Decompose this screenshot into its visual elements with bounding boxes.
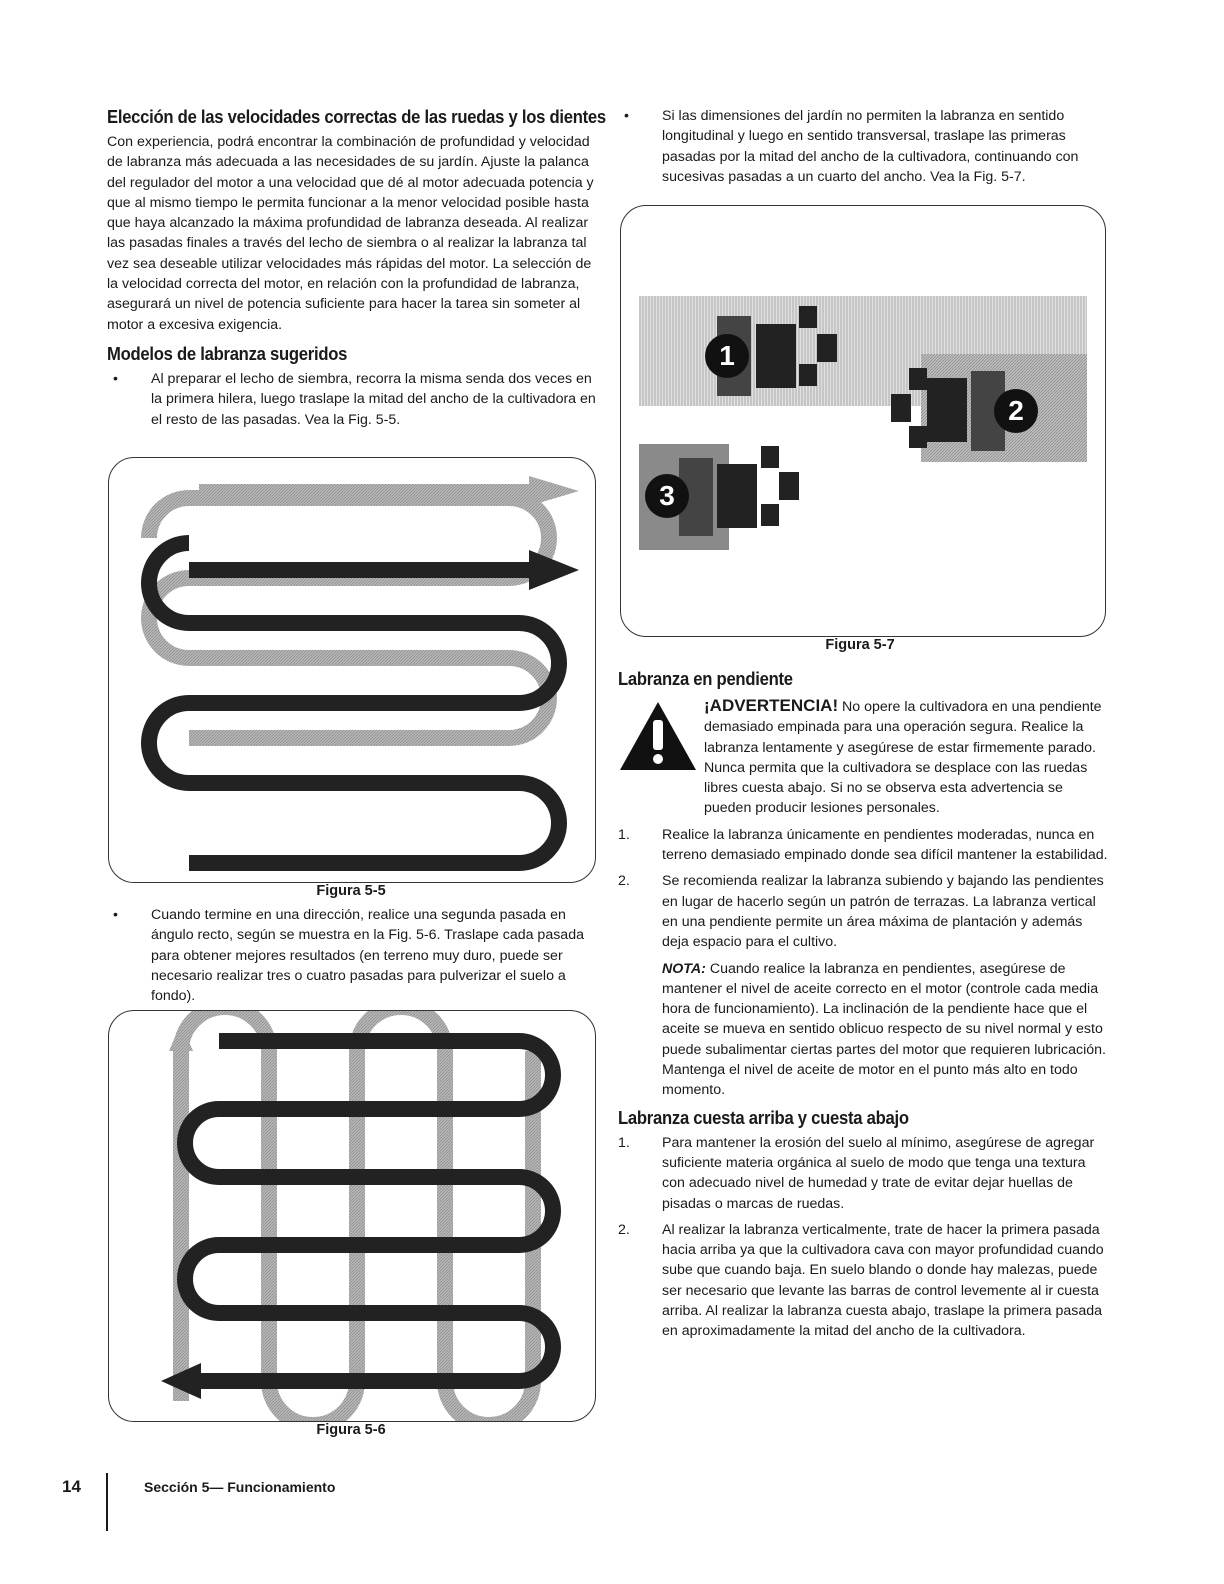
heading-slope: Labranza en pendiente <box>618 668 793 689</box>
figure-5-7-caption: Figura 5-7 <box>825 637 895 653</box>
vertical-gray-path <box>181 1011 533 1421</box>
left-column <box>107 106 606 430</box>
note-label: NOTA: <box>662 960 706 977</box>
footer-divider <box>106 1473 108 1531</box>
tiller-1-label: 1 <box>719 340 735 371</box>
updown-item-2: 2. Al realizar la labranza verticalmente, trate de hacer la primera pasada hacia arriba ya que la cultivadora cava con mayor profundidad cuando sube que cuando baja. En suelo blando o donde hay malezas, puede ser necesario que levante las barras de control levemente al ir cuesta arriba. Al realizar la labranza cuesta abajo, traslape la primera pasada en aproximadamente la mitad del ancho de la cultivadora. <box>618 1221 1104 1340</box>
bullet-seedbed: • Al preparar el lecho de siembra, recorra la misma senda dos veces en la primera hilera, luego traslape la mitad del ancho de la cultivadora en el resto de las pasadas. Vea la Fig. 5-5. <box>113 370 596 428</box>
right-column-top <box>618 106 1108 187</box>
serpentine-pattern-diagram <box>109 458 595 882</box>
warning-title: ¡ADVERTENCIA! <box>704 696 839 715</box>
dark-arrow-tip <box>529 550 579 590</box>
warning-triangle-icon <box>618 700 698 772</box>
figure-5-5-caption: Figura 5-5 <box>316 883 386 899</box>
dark-pass-path <box>149 543 559 863</box>
horizontal-dark-path <box>185 1041 553 1381</box>
heading-patterns: Modelos de labranza sugeridos <box>107 342 348 364</box>
figure-5-5 <box>108 457 596 883</box>
paragraph-speeds: Con experiencia, podrá encontrar la combinación de profundidad y velocidad de labranza más adecuada a las necesidades de su jardín. Ajuste la palanca del regulador del motor a una velocidad que dé al motor adecuada potencia y que al mismo tiempo le permita funcionar a la menor velocidad posible hasta que haya alcanzado la máxima profundidad de labranza deseada. Al realizar las pasadas finales a través del lecho de siembra o al realizar la labranza tal vez sea deseable utilizar velocidades más rápidas del motor. La selección de la velocidad correcta del motor, en relación con la profundidad de labranza, asegurará un nivel de potencia suficiente para hacer la tarea sin someter al motor a excesiva exigencia. <box>107 134 594 333</box>
note-block: NOTA: Cuando realice la labranza en pendientes, asegúrese de mantener el nivel de aceite correcto en el motor (controle cada media hora de funcionamiento). La inclinación de la pendiente hace que el aceite se mueva en sentido oblicuo respecto de su nivel normal y esto puede subalimentar ciertas partes del motor que requieren lubricación. Mantenga el nivel de aceite de motor en el punto más alto en todo momento. <box>662 960 1107 1099</box>
updown-item-1: 1. Para mantener la erosión del suelo al mínimo, asegúrese de agregar suficiente materia orgánica al suelo de modo que tenga una textura con adecuado nivel de humedad y trate de evitar dejar huellas de pisadas o marcas de ruedas. <box>618 1134 1095 1212</box>
heading-speeds: Elección de las velocidades correctas de las ruedas y los dientes <box>107 106 606 127</box>
page-number: 14 <box>62 1477 81 1496</box>
cross-pattern-diagram <box>109 1011 595 1421</box>
slope-item-1: 1. Realice la labranza únicamente en pendientes moderadas, nunca en terreno demasiado empinado donde sea difícil mantener la estabilidad. <box>618 826 1108 864</box>
tiller-2-label: 2 <box>1008 395 1024 426</box>
gray-arrow-tip <box>529 476 579 506</box>
figure-5-6 <box>108 1010 596 1422</box>
figure-5-7 <box>620 205 1106 637</box>
slope-item-2: 2. Se recomienda realizar la labranza subiendo y bajando las pendientes en lugar de hacerlo según un patrón de terrazas. La labranza vertical en una pendiente permite un área máxima de plantación y además deja espacio para el cultivo. <box>618 873 1104 951</box>
tiller-3-label: 3 <box>659 480 675 511</box>
bullet-cross-pass: • Cuando termine en una dirección, realice una segunda pasada en ángulo recto, según se muestra en la Fig. 5-6. Traslape cada pasada para obtener mejores resultados (en terreno muy duro, puede ser necesario realizar tres o cuatro pasadas para pulverizar el suelo a fondo). <box>113 907 584 1005</box>
right-column-bottom <box>618 668 1108 1348</box>
heading-updown: Labranza cuesta arriba y cuesta abajo <box>618 1106 909 1128</box>
warning-text: No opere la cultivadora en una pendiente demasiado empinada para una operación segura. Realice la labranza lentamente y asegúrese de estar firmemente parado. Nunca permita que la cultivadora se desplace con las ruedas libres cuesta abajo. Si no se observa esta advertencia se pueden producir lesiones personales. <box>704 699 1102 817</box>
bullet-quarter-width: • Si las dimensiones del jardín no permiten la labranza en sentido longitudinal y luego en sentido transversal, traslape las primeras pasadas por la mitad del ancho de la cultivadora, continuando con sucesivas pasadas a un cuarto del ancho. Vea la Fig. 5-7. <box>624 108 1079 185</box>
overlap-pattern-diagram <box>621 206 1105 636</box>
warning-block <box>618 696 1108 819</box>
section-title: Sección 5— Funcionamiento <box>144 1479 336 1495</box>
figure-5-6-caption: Figura 5-6 <box>316 1422 386 1438</box>
